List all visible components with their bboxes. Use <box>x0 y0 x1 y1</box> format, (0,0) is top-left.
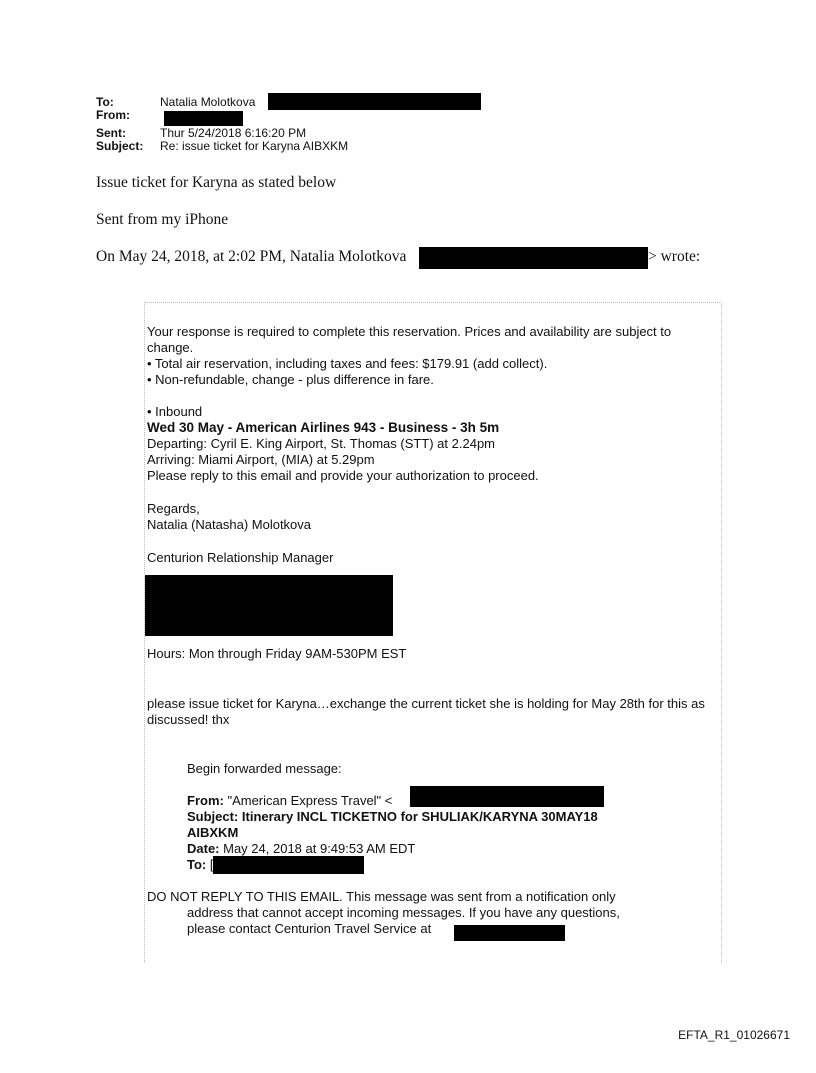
forwarded-date <box>187 841 415 857</box>
wrote-prefix: On May 24, 2018, at 2:02 PM, Natalia Molotkova <box>96 248 407 265</box>
signature-title: Centurion Relationship Manager <box>147 550 334 565</box>
forwarded-from-label: From: <box>187 793 224 808</box>
to-label: To: <box>96 95 114 109</box>
forwarded-to <box>187 857 213 873</box>
notice-line1: DO NOT REPLY TO THIS EMAIL. This message was sent from a notification only <box>147 889 616 904</box>
forwarded-subject-line1: Subject: Itinerary INCL TICKETNO for SHULIAK/KARYNA 30MAY18 <box>187 809 598 824</box>
sent-value: Thur 5/24/2018 6:16:20 PM <box>160 126 307 140</box>
redaction-forwarded-to <box>213 856 364 874</box>
bullet-inbound: • Inbound <box>147 404 203 419</box>
redaction-signature-contact <box>145 575 393 636</box>
redaction-phone-number <box>454 925 565 941</box>
regards: Regards, <box>147 501 200 516</box>
reply-instruction: Please reply to this email and provide your authorization to proceed. <box>147 468 539 483</box>
forwarded-subject-line2: AIBXKM <box>187 825 239 840</box>
bullet-non-refundable: • Non-refundable, change - plus difference in fare. <box>147 372 434 387</box>
arriving-line: Arriving: Miami Airport, (MIA) at 5.29pm <box>147 452 375 467</box>
body-line-issue-ticket: Issue ticket for Karyna as stated below <box>96 174 337 191</box>
flight-details: Wed 30 May - American Airlines 943 - Business - 3h 5m <box>147 420 500 435</box>
response-required-text: Your response is required to complete this reservation. Prices and availability are subject to change. <box>147 324 672 355</box>
departing-line: Departing: Cyril E. King Airport, St. Thomas (STT) at 2.24pm <box>147 436 495 451</box>
subject-value: Re: issue ticket for Karyna AIBXKM <box>160 139 349 153</box>
begin-forwarded: Begin forwarded message: <box>187 761 342 776</box>
sent-label: Sent: <box>96 126 126 140</box>
subject-label: Subject: <box>96 139 144 153</box>
forwarded-to-label: To: <box>187 857 207 872</box>
document-id: EFTA_R1_01026671 <box>678 1028 790 1042</box>
redaction-from <box>164 111 243 126</box>
forwarded-from-value: "American Express Travel" < <box>223 793 393 808</box>
forwarded-date-label: Date: <box>187 841 220 856</box>
bullet-total-air: • Total air reservation, including taxes and fees: $179.91 (add collect). <box>147 356 548 371</box>
notice-line2: address that cannot accept incoming messages. If you have any questions, <box>187 905 620 920</box>
forwarded-from <box>187 793 392 809</box>
forwarded-to-value: [ <box>206 857 214 872</box>
body-line-sent-from-iphone: Sent from my iPhone <box>96 211 229 228</box>
to-value: Natalia Molotkova <box>160 95 256 109</box>
wrote-suffix: > wrote: <box>648 248 701 265</box>
redaction-to-email <box>268 93 481 110</box>
redaction-forwarded-from-email <box>410 786 604 807</box>
notice-line3: please contact Centurion Travel Service at <box>187 921 432 936</box>
forwarded-date-value: May 24, 2018 at 9:49:53 AM EDT <box>219 841 416 856</box>
redaction-sender-email <box>419 247 648 269</box>
signature-name: Natalia (Natasha) Molotkova <box>147 517 312 532</box>
hours-line: Hours: Mon through Friday 9AM-530PM EST <box>147 646 407 661</box>
body-line-on-date-wrote <box>96 248 406 266</box>
issue-ticket-request: please issue ticket for Karyna…exchange the current ticket she is holding for May 28th for this as discussed! thx <box>147 696 705 727</box>
from-label: From: <box>96 108 130 122</box>
